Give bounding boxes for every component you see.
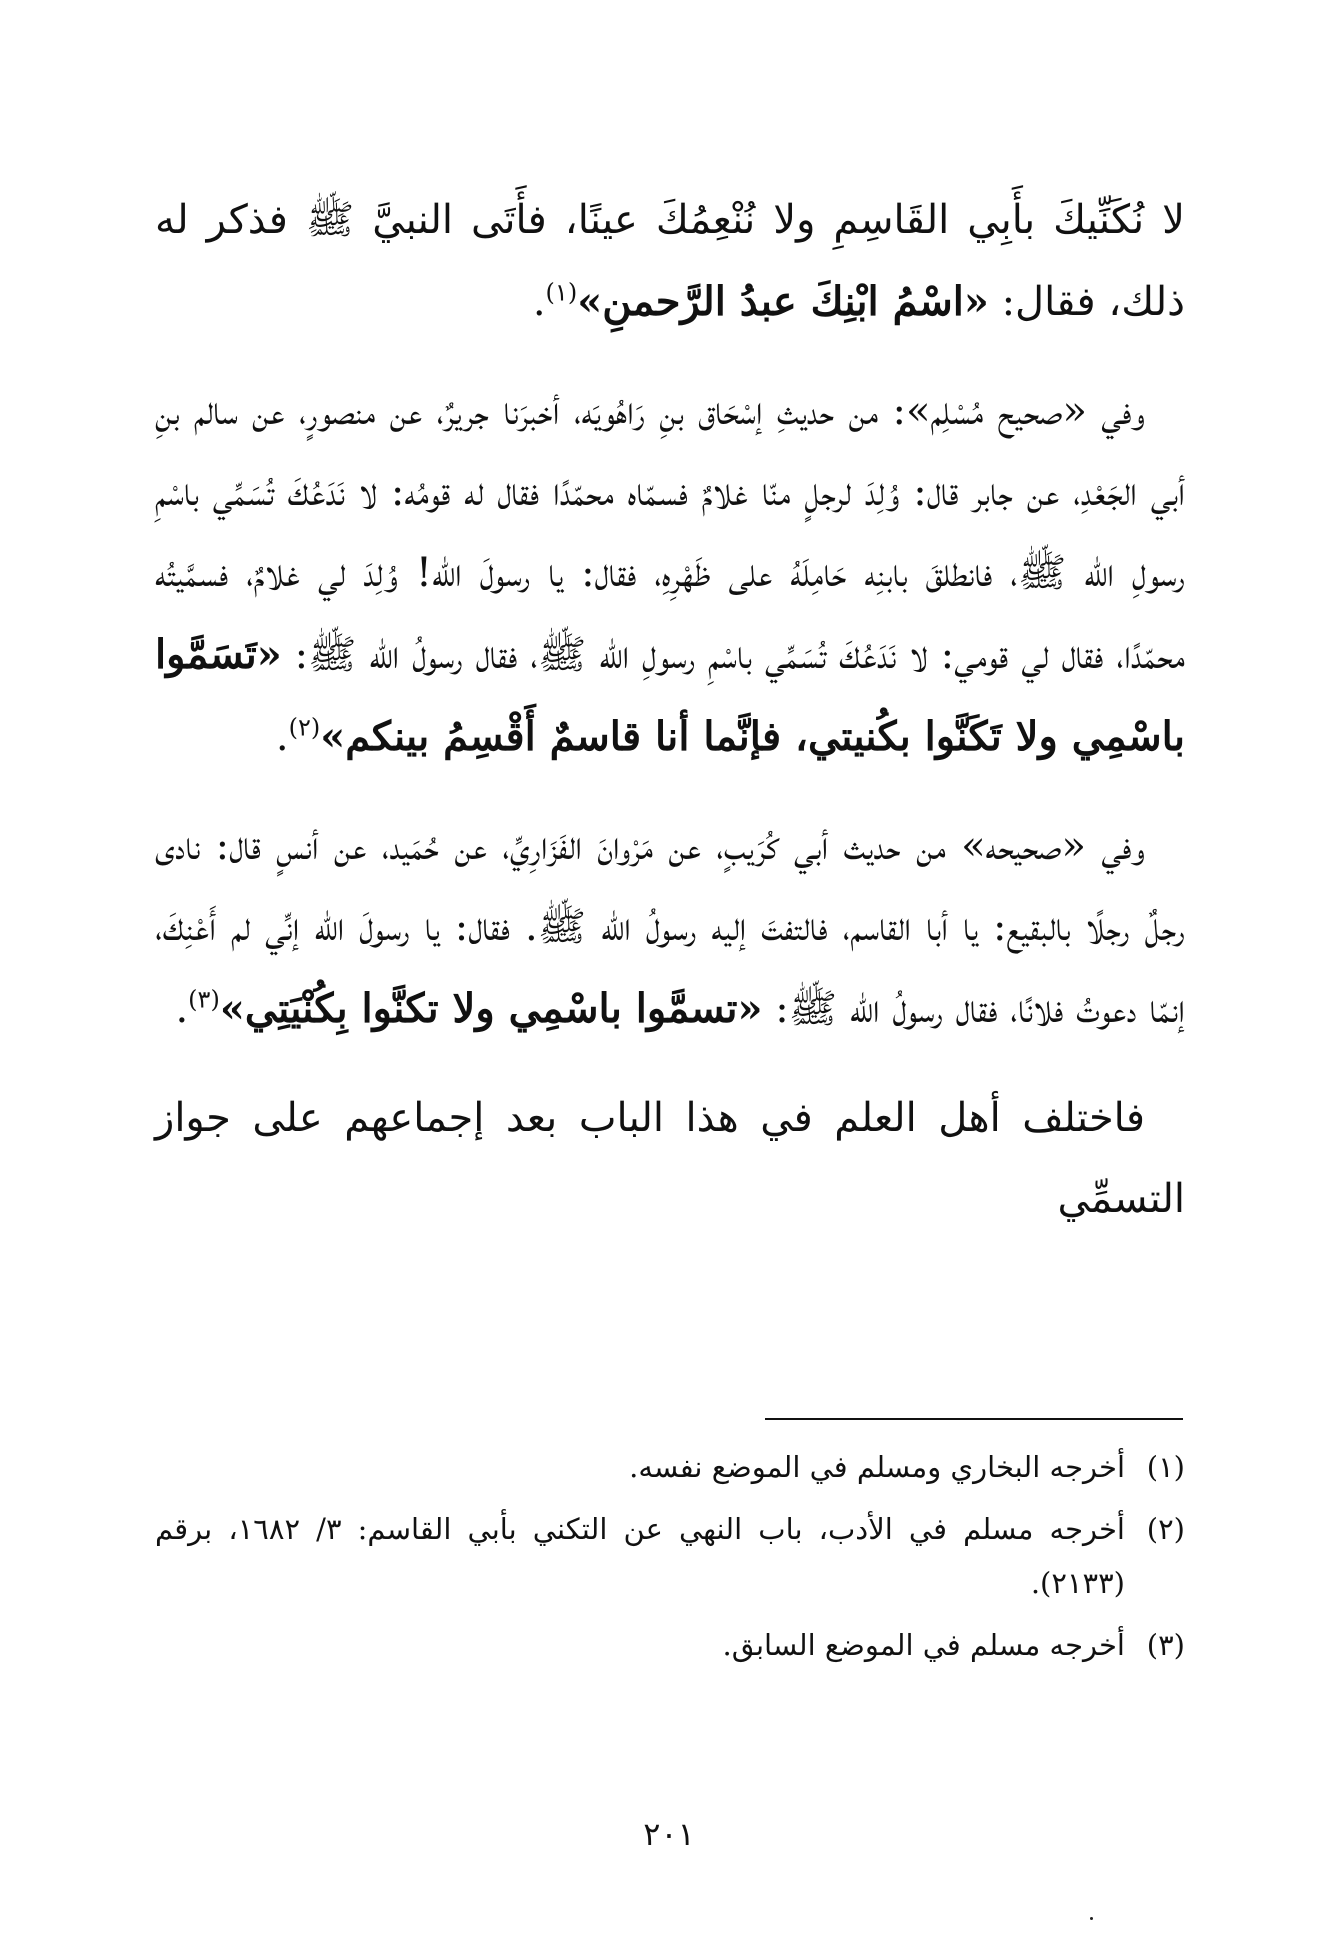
paragraph-4-text: فاختلف أهل العلم في هذا الباب بعد إجماعهم على جواز التسمِّي xyxy=(155,1095,1185,1222)
footnote-divider xyxy=(765,1418,1183,1420)
hadith-quote-1: «اسْمُ ابْنِكَ عبدُ الرَّحمنِ» xyxy=(577,278,989,325)
paragraph-3-text: وفي «صحيحه» من حديث أبي كُرَيبٍ، عن مَرْوانَ الفَزَارِيِّ، عن حُمَيد، عن أنسٍ قال: نادى رجلٌ رجلًا بالبقيع: يا أبا القاسم، فالتفتَ إليه رسولُ الله ﷺ. فقال: يا رسولَ الله إنِّي لم أَعْنِكَ، إنمّا دعوتُ فلانًا، فقال رسولُ الله ﷺ: xyxy=(155,823,1185,1032)
paragraph-2 xyxy=(155,371,1185,778)
paragraph-2-end: . xyxy=(275,714,289,760)
footnote-item xyxy=(155,1618,1185,1672)
paragraph-3 xyxy=(155,806,1185,1050)
footnote-ref-2[interactable]: (٢) xyxy=(288,713,321,742)
footnote-text: أخرجه البخاري ومسلم في الموضع نفسه. xyxy=(629,1450,1125,1484)
hadith-quote-3: «تسمَّوا باسْمِي ولا تكنَّوا بِكُنْيَتِي» xyxy=(219,985,763,1032)
scan-speck xyxy=(1090,1917,1093,1920)
footnote-number: (٣) xyxy=(1146,1628,1185,1662)
footnote-number: (١) xyxy=(1146,1450,1185,1484)
footnotes xyxy=(155,1440,1185,1680)
paragraph-4 xyxy=(155,1078,1185,1240)
main-text xyxy=(155,180,1185,1268)
footnote-item xyxy=(155,1440,1185,1494)
paragraph-3-end: . xyxy=(175,986,189,1032)
footnote-ref-3[interactable]: (٣) xyxy=(188,985,220,1014)
hadith-quote-2: «تَسَمَّوا باسْمِي ولا تَكَنَّوا بكُنيتي، فإنَّما أنا قاسمٌ أَقْسِمُ بينكم» xyxy=(155,631,1185,760)
paragraph-1-text: لا نُكَنِّيكَ بأَبِي القَاسِمِ ولا نُنْعِمُكَ عينًا، فأَتَى النبيَّ ﷺ فذكر له ذلك، فقال: xyxy=(155,197,1185,325)
paragraph-1 xyxy=(155,180,1185,343)
footnote-number: (٢) xyxy=(1146,1512,1185,1546)
footnote-ref-1[interactable]: (١) xyxy=(545,278,578,307)
page-number: ٢٠١ xyxy=(643,1815,695,1853)
paragraph-2-text: وفي «صحيح مُسْلِم»: من حديثِ إسْحَاق بنِ رَاهُويَه، أخبرَنا جريرٌ، عن منصورٍ، عن سالم بنِ أبي الجَعْدِ، عن جابر قال: وُلِدَ لرجلٍ منّا غلامٌ فسمّاه محمّدًا فقال له قومُه: لا نَدَعُكَ تُسَمِّي باسْمِ رسولِ الله ﷺ، فانطلقَ بابنِه حَامِلَهُ على ظَهْرِهِ، فقال: يا رسولَ الله! وُلِدَ لي غلامٌ، فسمَّيتُه محمّدًا، فقال لي قومي: لا نَدَعُكَ تُسَمِّي باسْمِ رسولِ الله ﷺ، فقال رسولُ الله ﷺ: xyxy=(155,388,1186,678)
footnote-text: أخرجه مسلم في الموضع السابق. xyxy=(722,1628,1125,1662)
footnote-text: أخرجه مسلم في الأدب، باب النهي عن التكني بأبي القاسم: ٣/ ١٦٨٢، برقم (٢١٣٣). xyxy=(155,1512,1125,1600)
footnote-item xyxy=(155,1502,1185,1610)
paragraph-1-end: . xyxy=(532,279,546,325)
